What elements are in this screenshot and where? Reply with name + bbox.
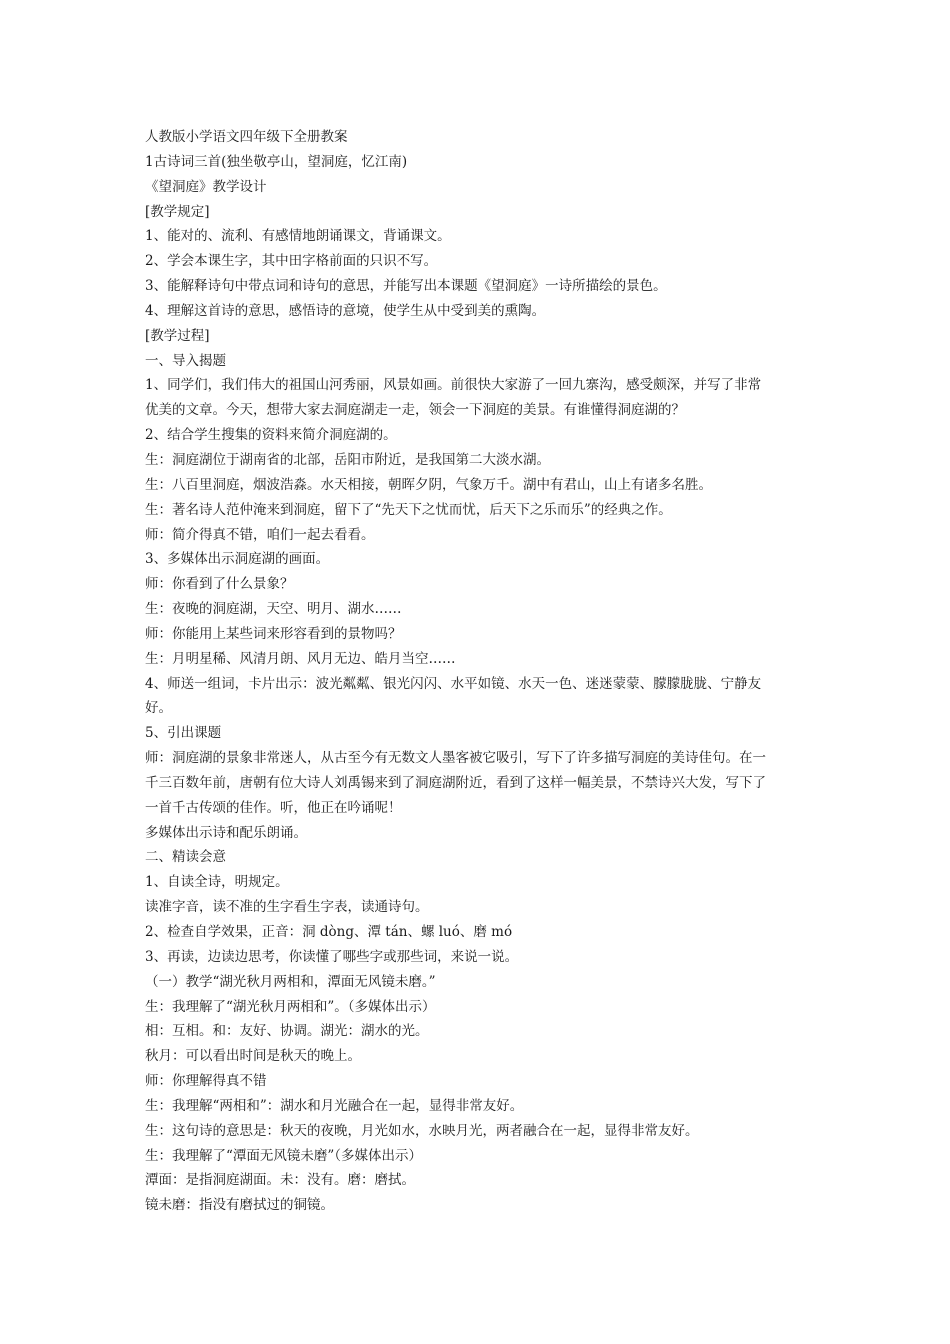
paragraph-line: 1、同学们，我们伟大的祖国山河秀丽，风景如画。前很快大家游了一回九寨沟，感受颇深，并写了非常	[145, 377, 762, 394]
paragraph-line: 生：这句诗的意思是：秋天的夜晚，月光如水，水映月光，两者融合在一起，显得非常友好。	[145, 1122, 699, 1139]
paragraph-line: 生：八百里洞庭，烟波浩淼。水天相接，朝晖夕阴，气象万千。湖中有君山，山上有诸多名胜。	[145, 476, 712, 493]
paragraph-line: 生：我理解了“湖光秋月两相和”。（多媒体出示）	[145, 998, 436, 1015]
paragraph-line: 4、理解这首诗的意思，感悟诗的意境，使学生从中受到美的熏陶。	[145, 302, 546, 319]
paragraph-line: 2、检查自学效果，正音：洞 dòng、潭 tán、螺 luó、磨 mó	[145, 924, 513, 940]
paragraph-line: 3、多媒体出示洞庭湖的画面。	[145, 551, 330, 568]
paragraph-line: （一）教学“湖光秋月两相和，潭面无风镜未磨。”	[145, 973, 436, 990]
paragraph-line: 千三百数年前，唐朝有位大诗人刘禹锡来到了洞庭湖附近，看到了这样一幅美景，不禁诗兴大发，写下了	[145, 774, 766, 791]
section-heading: [教学规定]	[145, 203, 210, 220]
paragraph-line: 3、能解释诗句中带点词和诗句的意思，并能写出本课题《望洞庭》一诗所描绘的景色。	[145, 278, 667, 295]
lesson-heading: 1古诗词三首(独坐敬亭山，望洞庭，忆江南)	[145, 153, 408, 170]
paragraph-line: 相：互相。和：友好、协调。湖光：湖水的光。	[145, 1023, 429, 1040]
paragraph-line: 2、结合学生搜集的资料来简介洞庭湖的。	[145, 427, 397, 444]
paragraph-line: 生：月明星稀、风清月朗、风月无边、皓月当空……	[145, 650, 456, 667]
paragraph-line: 多媒体出示诗和配乐朗诵。	[145, 824, 307, 841]
paragraph-line: 一首千古传颂的佳作。听，他正在吟诵呢！	[145, 799, 402, 816]
section-heading: 二、精读会意	[145, 849, 226, 866]
paragraph-line: 秋月：可以看出时间是秋天的晚上。	[145, 1048, 361, 1065]
paragraph-line: 生：我理解“两相和”：湖水和月光融合在一起，显得非常友好。	[145, 1097, 524, 1114]
section-heading: 一、导入揭题	[145, 352, 226, 369]
paragraph-line: 潭面：是指洞庭湖面。未：没有。磨：磨拭。	[145, 1172, 415, 1189]
section-heading: [教学过程]	[145, 327, 210, 344]
paragraph-line: 4、师送一组词，卡片出示：波光粼粼、银光闪闪、水平如镜、水天一色、迷迷蒙蒙、朦朦胧胧、宁静友	[145, 675, 762, 692]
paragraph-line: 镜未磨：指没有磨拭过的铜镜。	[145, 1197, 334, 1214]
paragraph-line: 师：简介得真不错，咱们一起去看看。	[145, 526, 375, 543]
paragraph-line: 好。	[145, 700, 172, 717]
paragraph-line: 师：你理解得真不错	[145, 1073, 267, 1090]
design-title: 《望洞庭》教学设计	[145, 178, 267, 195]
document-title: 人教版小学语文四年级下全册教案	[145, 129, 348, 145]
paragraph-line: 3、再读，边读边思考，你读懂了哪些字或那些词，来说一说。	[145, 948, 519, 965]
paragraph-line: 生：洞庭湖位于湖南省的北部，岳阳市附近，是我国第二大淡水湖。	[145, 451, 550, 468]
paragraph-line: 2、学会本课生字，其中田字格前面的只识不写。	[145, 253, 438, 270]
paragraph-line: 生：著名诗人范仲淹来到洞庭，留下了“先天下之忧而忧，后天下之乐而乐”的经典之作。	[145, 501, 672, 518]
section-heading: 5、引出课题	[145, 725, 222, 742]
paragraph-line: 师：你能用上某些词来形容看到的景物吗？	[145, 625, 402, 642]
paragraph-line: 师：洞庭湖的景象非常迷人，从古至今有无数文人墨客被它吸引，写下了许多描写洞庭的美诗佳句。在一	[145, 750, 766, 767]
paragraph-line: 1、自读全诗，明规定。	[145, 874, 289, 891]
paragraph-line: 师：你看到了什么景象？	[145, 576, 294, 593]
paragraph-line: 生：夜晚的洞庭湖，天空、明月、湖水……	[145, 601, 402, 618]
paragraph-line: 1、能对的、流利、有感情地朗诵课文，背诵课文。	[145, 228, 451, 245]
paragraph-line: 读准字音，读不准的生字看生字表，读通诗句。	[145, 899, 429, 916]
lesson-plan-text	[145, 125, 810, 1218]
paragraph-line: 优美的文章。今天，想带大家去洞庭湖走一走，领会一下洞庭的美景。有谁懂得洞庭湖的？	[145, 402, 685, 419]
paragraph-line: 生：我理解了“潭面无风镜未磨”（多媒体出示）	[145, 1147, 423, 1164]
